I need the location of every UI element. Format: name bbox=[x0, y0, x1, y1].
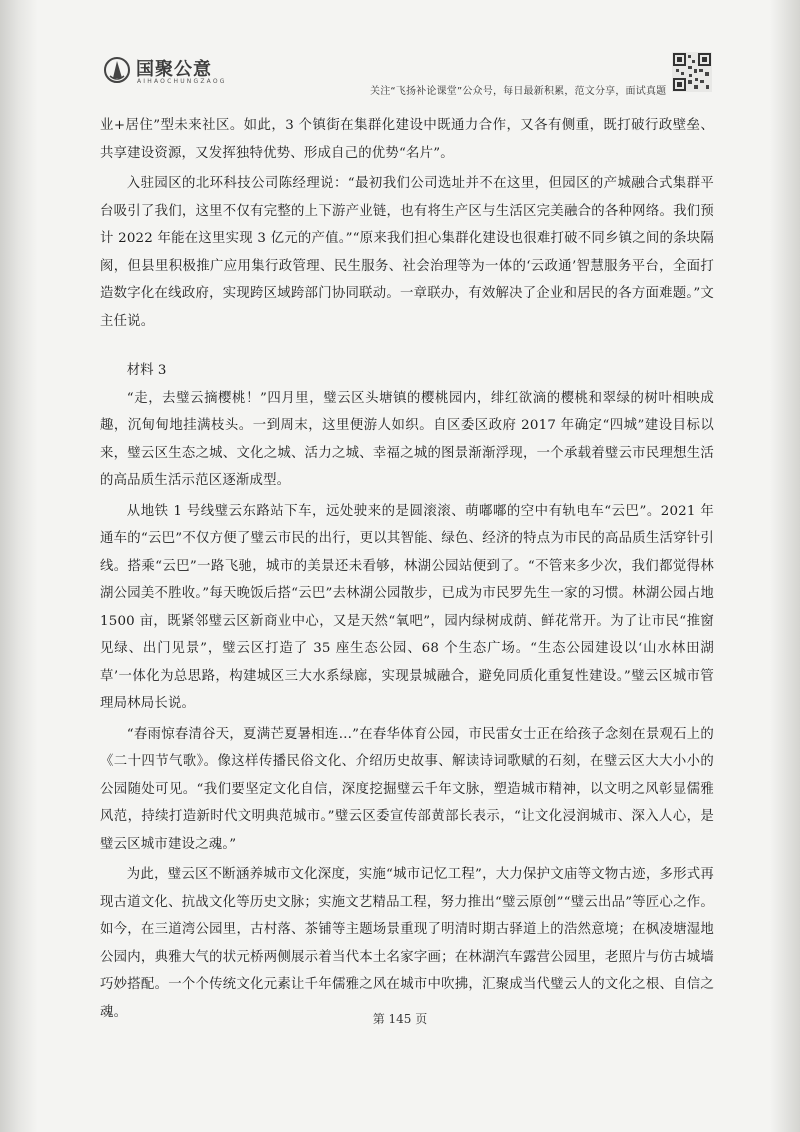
qr-code-icon bbox=[672, 52, 712, 92]
paragraph: 入驻园区的北环科技公司陈经理说：“最初我们公司选址并不在这里，但园区的产城融合式集群平台吸引了我们，这里不仅有完整的上下游产业链，也有将生产区与生活区完美融合的各种网络。我们预计 2022 年能在这里实现 3 亿元的产值。”“原来我们担心集群化建设也很难打破不同乡镇之间的条块隔阂，但县里积极推广应用集行政管理、民生服务、社会治理等为一体的‘云政通’智慧服务平台，全面打造数字化在线政府，实现跨区域跨部门协同联动。一章联办，有效解决了企业和居民的各方面难题。”文主任说。 bbox=[100, 176, 714, 329]
paragraph: “走，去璧云摘樱桃！”四月里，璧云区头塘镇的樱桃园内，绯红欲滴的樱桃和翠绿的树叶相映成趣，沉甸甸地挂满枝头。一到周末，这里便游人如织。自区委区政府 2017 年确定“四城”建设目标以来，璧云区生态之城、文化之城、活力之城、幸福之城的图景渐渐浮现，一个承载着璧云市民理想生活的高品质生活示范区逐渐成型。 bbox=[100, 390, 714, 488]
paragraph: “春雨惊春清谷天，夏满芒夏暑相连…”在春华体育公园，市民雷女士正在给孩子念刻在景观石上的《二十四节气歌》。像这样传播民俗文化、介绍历史故事、解读诗词歌赋的石刻，在璧云区大大小小的公园随处可见。“我们要坚定文化自信，深度挖掘璧云千年文脉，塑造城市精神，以文明之风彰显儒雅风范，持续打造新时代文明典范城市。”璧云区委宣传部黄部长表示，“让文化浸润城市、深入人心，是璧云区城市建设之魂。” bbox=[100, 726, 714, 852]
paragraph: 从地铁 1 号线璧云东路站下车，远处驶来的是圆滚滚、萌嘟嘟的空中有轨电车“云巴”。2021 年通车的“云巴”不仅方便了璧云市民的出行，更以其智能、绿色、经济的特点为市民的高品质生活穿针引线。搭乘“云巴”一路飞驰，城市的美景还未看够，林湖公园站便到了。“不管来多少次，我们都觉得林湖公园美不胜收。”每天晚饭后搭“云巴”去林湖公园散步，已成为市民罗先生一家的习惯。林湖公园占地 1500 亩，既紧邻璧云区新商业中心，又是天然“氧吧”，园内绿树成荫、鲜花常开。为了让市民“推窗见绿、出门见景”，璧云区打造了 35 座生态公园、68 个生态广场。“生态公园建设以‘山水林田湖草’一体化为总思路，构建城区三大水系绿廊，实现景城融合，避免同质化重复性建设。”璧云区城市管理局林局长说。 bbox=[100, 503, 714, 711]
logo-subtext: AIHAOCHUNGZAOG bbox=[137, 78, 227, 85]
material-heading: 材料 3 bbox=[126, 363, 167, 378]
logo-text: 国聚公意 bbox=[136, 59, 212, 80]
publisher-logo bbox=[100, 52, 240, 92]
page-header bbox=[100, 52, 720, 100]
header-notice: 关注“飞扬补论课堂”公众号，每日最新积累，范文分享，面试真题 bbox=[370, 86, 667, 97]
sail-logo-icon bbox=[104, 56, 130, 84]
paragraph-continuation: 业+居住”型未来社区。如此，3 个镇街在集群化建设中既通力合作，又各有侧重，既打破行政壁垒、共享建设资源，又发挥独特优势、形成自己的优势“名片”。 bbox=[100, 118, 714, 161]
page-number: 第 145 页 bbox=[372, 1012, 428, 1026]
document-body bbox=[100, 112, 714, 1026]
paragraph: 为此，璧云区不断涵养城市文化深度，实施“城市记忆工程”，大力保护文庙等文物古迹，多形式再现古道文化、抗战文化等历史文脉；实施文艺精品工程，努力推出“璧云原创”“璧云出品”等匠心之作。如今，在三道湾公园里，古村落、茶铺等主题场景重现了明清时期古驿道上的浩然意境；在枫凌塘湿地公园内，典雅大气的状元桥两侧展示着当代本土名家字画；在林湖汽车露营公园里，老照片与仿古城墙巧妙搭配。一个个传统文化元素让千年儒雅之风在城市中吹拂，汇聚成当代璧云人的文化之根、自信之魂。 bbox=[100, 867, 714, 1020]
